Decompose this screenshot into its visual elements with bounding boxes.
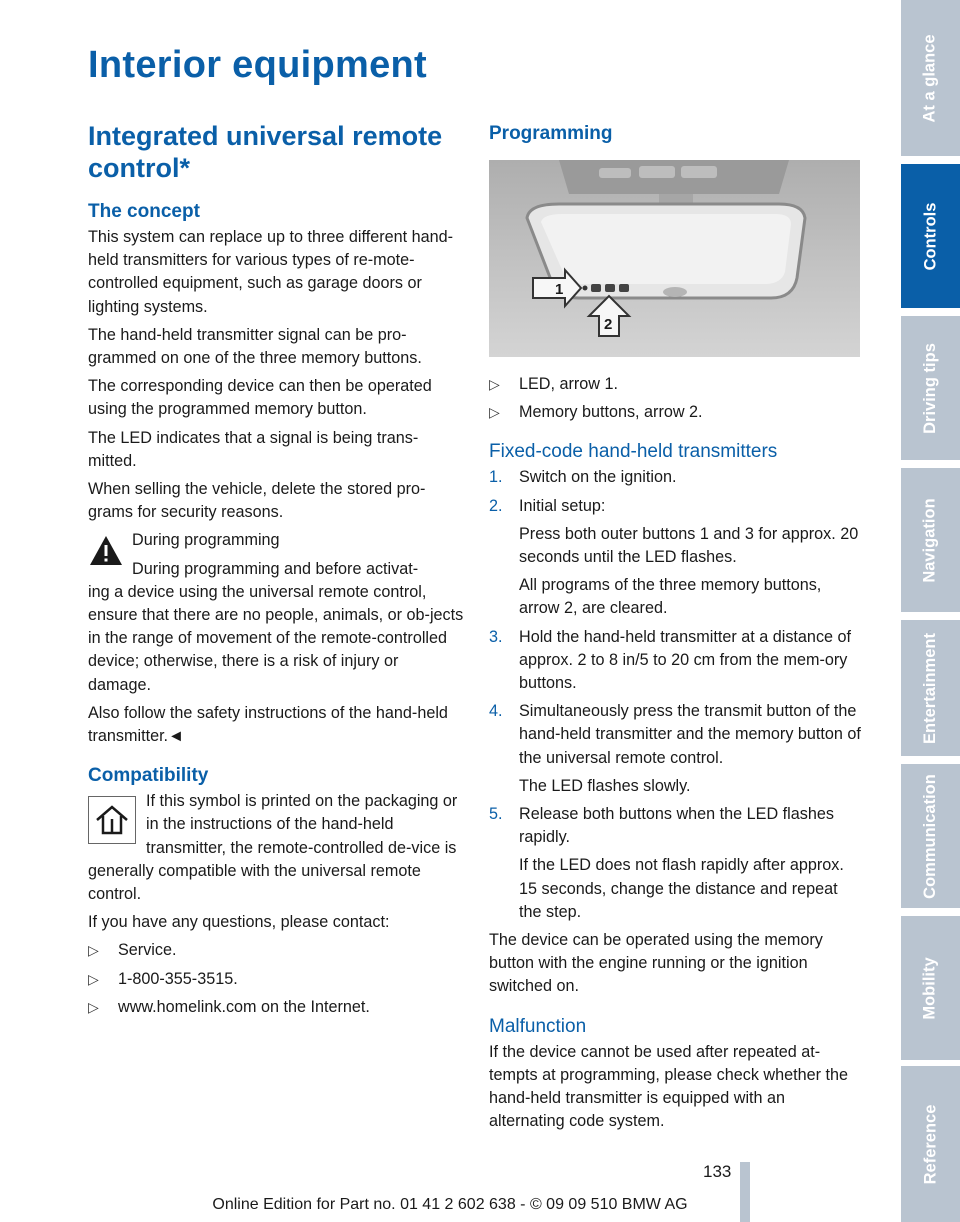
step-item: 1. Switch on the ignition. bbox=[489, 468, 677, 487]
compat-text: If this symbol is printed on the packaging or in the instructions of the hand-held transmitter, the remote-controlled de-vice is generally compatible with the universal remote control. bbox=[88, 792, 458, 904]
concept-paragraph: This system can replace up to three different hand-held transmitters for various types of re-mote-controlled equipment, such as garage doors or lighting systems. bbox=[88, 228, 454, 316]
tab-at-a-glance[interactable]: At a glance bbox=[901, 0, 960, 156]
step-detail: The LED flashes slowly. bbox=[519, 776, 691, 795]
warning-icon bbox=[88, 533, 124, 569]
tab-mobility[interactable]: Mobility bbox=[901, 916, 960, 1060]
tab-reference[interactable]: Reference bbox=[901, 1066, 960, 1222]
contact-list bbox=[88, 939, 464, 1019]
list-item: ▷ LED, arrow 1. bbox=[489, 373, 863, 396]
programming-heading: Programming bbox=[489, 123, 613, 144]
page-title: Interior equipment bbox=[88, 44, 427, 86]
warning-block bbox=[88, 529, 464, 748]
figure-label-2: 2 bbox=[604, 316, 613, 333]
list-item: ▷ Service. bbox=[88, 939, 464, 962]
concept-heading: The concept bbox=[88, 201, 200, 222]
warning-text-first-line: During programming and before activat- bbox=[132, 559, 419, 578]
list-item: ▷ 1-800-355-3515. bbox=[88, 968, 464, 991]
compatibility-house-icon bbox=[88, 796, 136, 844]
figure-label-1: 1 bbox=[555, 281, 564, 298]
section-title: Integrated universal remote control* bbox=[88, 121, 443, 183]
triangle-bullet-icon: ▷ bbox=[88, 942, 99, 959]
step-item: 5. Release both buttons when the LED flashes rapidly. If the LED does not flash rapidly after approx. 15 seconds, change the distance and repeat the step. bbox=[489, 803, 863, 924]
tab-entertainment[interactable]: Entertainment bbox=[901, 620, 960, 756]
after-steps-text: The device can be operated using the memory button with the engine running or the ignition switched on. bbox=[489, 931, 823, 996]
step-detail: All programs of the three memory buttons, arrow 2, are cleared. bbox=[519, 576, 822, 618]
triangle-bullet-icon: ▷ bbox=[489, 376, 500, 392]
concept-paragraph: The hand-held transmitter signal can be pro-grammed on one of the three memory buttons. bbox=[88, 325, 422, 368]
page-number: 133 bbox=[703, 1162, 732, 1181]
footer-text: Online Edition for Part no. 01 41 2 602 638 - © 09 09 510 BMW AG bbox=[212, 1196, 688, 1213]
concept-paragraph: The LED indicates that a signal is being trans-mitted. bbox=[88, 428, 419, 470]
triangle-bullet-icon: ▷ bbox=[88, 998, 99, 1015]
triangle-bullet-icon: ▷ bbox=[88, 970, 99, 987]
triangle-bullet-icon: ▷ bbox=[489, 404, 500, 421]
mirror-illustration bbox=[489, 160, 860, 357]
tab-communication[interactable]: Communication bbox=[901, 764, 960, 908]
warning-safety: Also follow the safety instructions of the hand-held transmitter.◄ bbox=[88, 703, 448, 746]
warning-text: ing a device using the universal remote control, ensure that there are no people, animals, or ob-jects in the range of movement of the remote-controlled device; otherwise, there is a risk of injury or damage. bbox=[88, 582, 464, 694]
compat-heading: Compatibility bbox=[88, 765, 209, 787]
steps-list bbox=[489, 466, 863, 924]
step-item: 3. Hold the hand-held transmitter at a distance of approx. 2 to 8 in/5 to 20 cm from the mem-ory buttons. bbox=[489, 627, 852, 693]
fixed-code-heading: Fixed-code hand-held transmitters bbox=[489, 441, 778, 463]
tab-controls[interactable]: Controls bbox=[901, 164, 960, 308]
concept-paragraph: The corresponding device can then be operated using the programmed memory button. bbox=[88, 377, 432, 419]
step-detail: Press both outer buttons 1 and 3 for approx. 20 seconds until the LED flashes. bbox=[519, 524, 859, 567]
list-item: ▷ Memory buttons, arrow 2. bbox=[489, 401, 863, 424]
step-item: 4. Simultaneously press the transmit button of the hand-held transmitter and the memory button of the universal remote control. The LED flashes slowly. bbox=[489, 700, 863, 798]
concept-paragraph: When selling the vehicle, delete the stored pro-grams for security reasons. bbox=[88, 480, 426, 522]
left-column bbox=[88, 120, 464, 1024]
chapter-tabs bbox=[901, 0, 960, 1222]
step-detail: If the LED does not flash rapidly after approx. 15 seconds, change the distance and repeat the step. bbox=[519, 856, 844, 921]
step-item: 2. Initial setup: Press both outer buttons 1 and 3 for approx. 20 seconds until the LED flashes. All programs of the three memory buttons, arrow 2, are cleared. bbox=[489, 495, 863, 621]
right-column bbox=[489, 122, 863, 1138]
contact-intro: If you have any questions, please contact: bbox=[88, 913, 390, 932]
figure-legend bbox=[489, 373, 863, 424]
tab-navigation[interactable]: Navigation bbox=[901, 468, 960, 612]
malfunction-heading: Malfunction bbox=[489, 1015, 587, 1037]
tab-driving-tips[interactable]: Driving tips bbox=[901, 316, 960, 460]
malfunction-text: If the device cannot be used after repeated at-tempts at programming, please check whether the hand-held transmitter is equipped with an alternating code system. bbox=[489, 1042, 849, 1131]
list-item: ▷ www.homelink.com on the Internet. bbox=[88, 996, 464, 1019]
warning-title: During programming bbox=[132, 531, 280, 550]
